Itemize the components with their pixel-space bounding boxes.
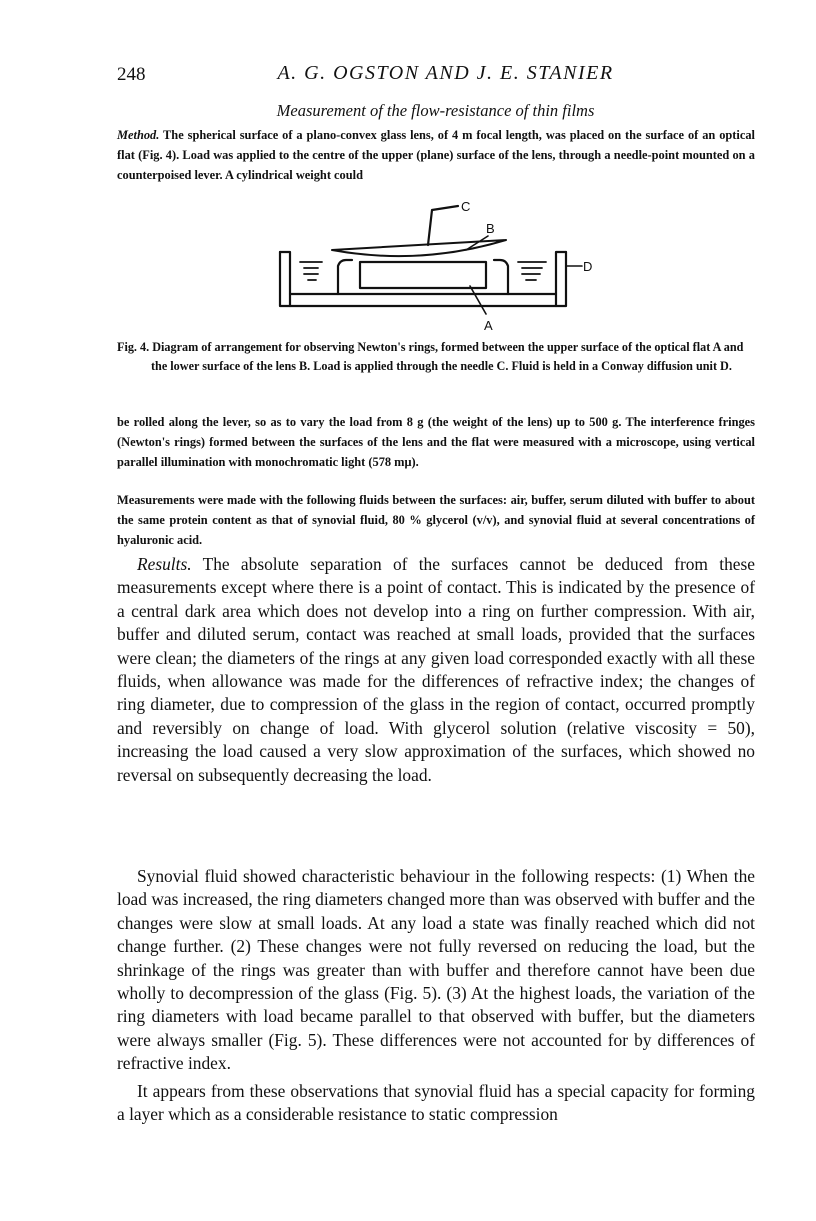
page-number: 248 bbox=[117, 64, 146, 85]
method-continued: be rolled along the lever, so as to vary the load from 8 g (the weight of the lens) up to 500 g. The interference fringes (Newton's rings) formed between the surfaces of the lens and the flat were measured with a microscope, using vertical parallel illumination with monochromatic light (578 mμ). bbox=[117, 415, 755, 469]
running-head-authors: A. G. OGSTON AND J. E. STANIER bbox=[277, 62, 614, 84]
results-paragraph bbox=[117, 553, 755, 787]
needle-C bbox=[428, 206, 458, 245]
method-lead: Method. bbox=[117, 128, 160, 142]
label-D: D bbox=[583, 259, 593, 274]
figure-caption: Fig. 4. Diagram of arrangement for observing Newton's rings, formed between the upper surface of the optical flat A and the lower surface of the lens B. Load is applied through the needle C. Fluid is held in a Conway diffusion unit D. bbox=[117, 340, 744, 373]
label-C: C bbox=[461, 199, 471, 214]
optical-flat-A bbox=[360, 262, 486, 288]
label-A: A bbox=[484, 318, 493, 333]
synovial-paragraph: Synovial fluid showed characteristic behaviour in the following respects: (1) When the load was increased, the ring diameters changed more than was observed with buffer and the changes were slow at small loads. At any load a state was finally reached which did not change further. (2) These changes were not fully reversed on reducing the load, but the shrinkage of the rings was greater than with buffer and therefore cannot have been due wholly to decompression of the glass (Fig. 5). (3) At the highest loads, the variation of the ring diameters with load became parallel to that observed with buffer, but the diameters were always smaller (Fig. 5). These differences were not accounted for by differences of refractive index. bbox=[117, 866, 755, 1074]
conway-unit-left-wall bbox=[280, 252, 290, 306]
figure-4-diagram bbox=[270, 196, 610, 336]
fluid-lines-right bbox=[518, 262, 546, 280]
lens-B bbox=[332, 240, 506, 256]
results-text: The absolute separation of the surfaces cannot be deduced from these measurements except where there is a point of contact. This is indicated by the presence of a central dark area which does not develop into a ring on further compression. With air, buffer and diluted serum, contact was reached at small loads, provided that the surfaces were clean; the diameters of the rings at any given load corresponded exactly with all these fluids, when allowance was made for the differences of refractive index; the changes of ring diameter, due to compression of the glass in the region of contact, occurred promptly and reversibly on change of load. With glycerol solution (relative viscosity = 50), increasing the load caused a very slow approximation of the surfaces, which showed no reversal on subsequently decreasing the load. bbox=[117, 554, 755, 785]
running-header bbox=[117, 62, 754, 96]
method-text: The spherical surface of a plano-convex glass lens, of 4 m focal length, was placed on the surface of an optical flat (Fig. 4). Load was applied to the centre of the upper (plane) surface of the lens, through a needle-point mounted on a counterpoised lever. A cylindrical weight could bbox=[117, 128, 755, 182]
leader-A bbox=[470, 286, 486, 314]
conway-unit-right-wall bbox=[556, 252, 566, 306]
measurements-paragraph: Measurements were made with the following fluids between the surfaces: air, buffer, serum diluted with buffer to about the same protein content as that of synovial fluid, 80 % glycerol (v/v), and synovial fluid at several concentrations of hyaluronic acid. bbox=[117, 493, 755, 547]
method-paragraph bbox=[117, 125, 755, 185]
label-B: B bbox=[486, 221, 495, 236]
section-title: Measurement of the flow-resistance of thin films bbox=[276, 101, 595, 120]
conway-unit-outer bbox=[280, 252, 566, 306]
conclusion-paragraph: It appears from these observations that synovial fluid has a special capacity for forming a layer which as a considerable resistance to static compression bbox=[117, 1081, 755, 1125]
results-lead: Results. bbox=[137, 554, 192, 574]
fluid-lines-left bbox=[300, 262, 322, 280]
